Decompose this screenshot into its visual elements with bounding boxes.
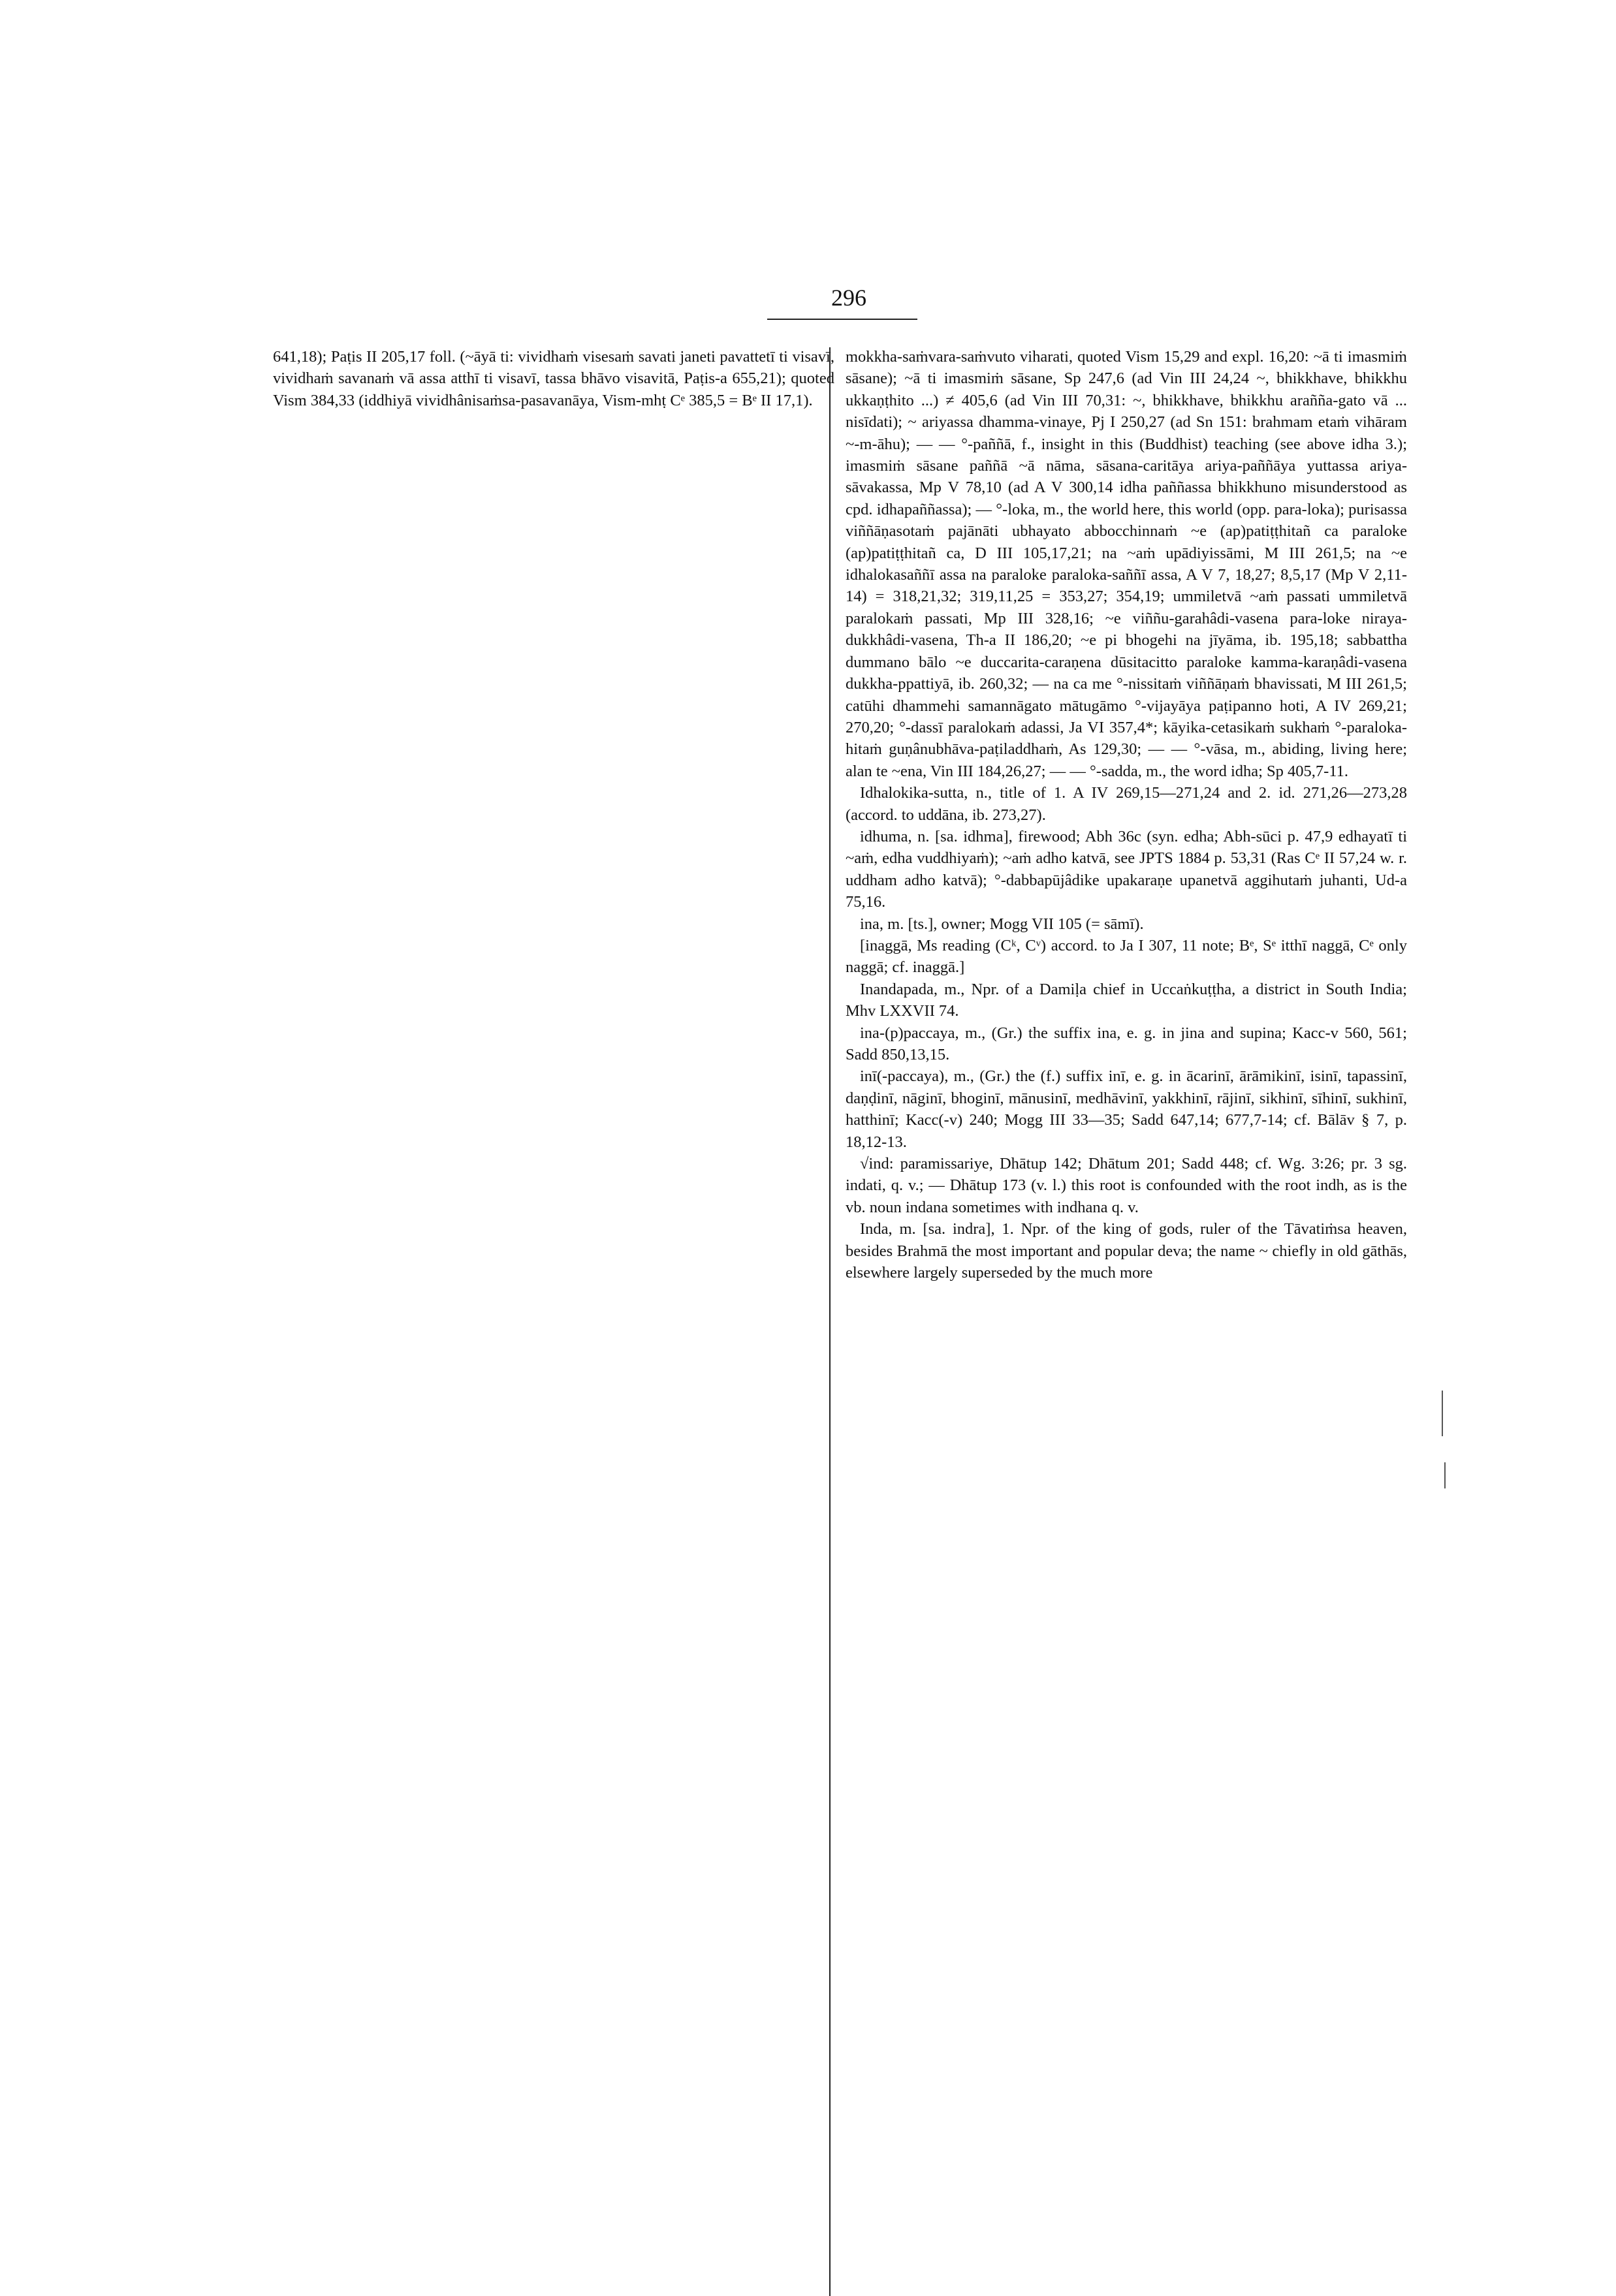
dictionary-entry: √ind: paramissariye, Dhātup 142; Dhātum 201; Sadd 448; cf. Wg. 3:26; pr. 3 sg. indati, q. v.; — Dhātup 173 (v. l.) this root is confounded with the root indh, as is the vb. noun indana sometimes with indhana q. v. xyxy=(846,1155,1407,1216)
column-divider xyxy=(829,347,831,2296)
dictionary-entry: Inandapada, m., Npr. of a Damiḷa chief in Uccaṅkuṭṭha, a district in South India; Mhv LXXVII 74. xyxy=(846,980,1407,1020)
dictionary-entry: ina-(p)paccaya, m., (Gr.) the suffix ina, e. g. in jina and supina; Kacc-v 560, 561; Sadd 850,13,15. xyxy=(846,1024,1407,1063)
dictionary-entry: inī(-paccaya), m., (Gr.) the (f.) suffix inī, e. g. in ācarinī, ārāmikinī, isinī, tapassinī, daṇḍinī, nāginī, bhoginī, mānusinī, medhāvinī, yakkhinī, rājinī, sikhinī, sīhinī, sukhinī, hatthinī; Kacc(-v) 240; Mogg III 33—35; Sadd 647,14; 677,7-14; cf. Bālāv § 7, p. 18,12-13. xyxy=(846,1067,1407,1151)
left-column xyxy=(273,346,834,411)
page-number: 296 xyxy=(831,285,866,311)
dictionary-entry: idhuma, n. [sa. idhma], firewood; Abh 36c (syn. edha; Abh-sūci p. 47,9 edhayatī ti ~aṁ, edha vuddhiyaṁ); ~aṁ adho katvā, see JPTS 1884 p. 53,31 (Ras Cᵉ II 57,24 w. r. uddham adho katvā); °-dabbapūjâdike upakaraṇe upanetvā aggihutaṁ juhanti, Ud-a 75,16. xyxy=(846,827,1407,911)
dictionary-entry: ina, m. [ts.], owner; Mogg VII 105 (= sāmī). xyxy=(860,915,1144,933)
dictionary-entry: 641,18); Paṭis II 205,17 foll. (~āyā ti: vividhaṁ visesaṁ savati janeti pavattetī ti visavī, vividhaṁ savanaṁ vā assa atthī ti visavī, tassa bhāvo visavitā, Paṭis-a 655,21); quoted Vism 384,33 (iddhiyā vividhânisaṁsa-pasavanāya, Vism-mhṭ Cᵉ 385,5 = Bᵉ II 17,1). xyxy=(273,348,834,409)
dictionary-entry: [inaggā, Ms reading (Cᵏ, Cᵛ) accord. to Ja I 307, 11 note; Bᵉ, Sᵉ itthī naggā, Cᵉ only naggā; cf. inaggā.] xyxy=(846,936,1407,977)
dictionary-entry: Inda, m. [sa. indra], 1. Npr. of the king of gods, ruler of the Tāvatiṁsa heaven, besides Brahmā the most important and popular deva; the name ~ chiefly in old gāthās, elsewhere largely superseded by the much more xyxy=(846,1220,1407,1282)
margin-mark xyxy=(1444,1462,1446,1488)
dictionary-entry: mokkha-saṁvara-saṁvuto viharati, quoted Vism 15,29 and expl. 16,20: ~ā ti imasmiṁ sāsane); ~ā ti imasmiṁ sāsane, Sp 247,6 (ad Vin III 24,24 ~, bhikkhave, bhikkhu ukkaṇṭhito ...) ≠ 405,6 (ad Vin III 70,31: ~, bhikkhave, bhikkhu arañña-gato vā ... nisīdati); ~ ariyassa dhamma-vinaye, Pj I 250,27 (ad Sn 151: brahmam etaṁ vihāram ~-m-āhu); — — °-paññā, f., insight in this (Buddhist) teaching (see above idha 3.); imasmiṁ sāsane paññā ~ā nāma, sāsana-caritāya ariya-paññāya yuttassa ariya-sāvakassa, Mp V 78,10 (ad A V 300,14 idha paññassa bhikkhuno misunderstood as cpd. idhapaññassa); — °-loka, m., the world here, this world (opp. para-loka); purisassa viññāṇasotaṁ pajānāti ubhayato abbocchinnaṁ ~e (ap)patiṭṭhitañ ca paraloke (ap)patiṭṭhitañ ca, D III 105,17,21; na ~aṁ upādiyissāmi, M III 261,5; na ~e idhalokasaññī assa na paraloke paraloka-saññī assa, A V 7, 18,27; 8,5,17 (Mp V 2,11-14) = 318,21,32; 319,11,25 = 353,27; 354,19; ummiletvā ~aṁ passati ummiletvā paralokaṁ passati, Mp III 328,16; ~e viññu-garahâdi-vasena para-loke niraya-dukkhâdi-vasena, Th-a II 186,20; ~e pi bhogehi na jīyāma, ib. 195,18; sabbattha dummano bālo ~e duccarita-caraṇena dūsitacitto paraloke kamma-karaṇâdi-vasena dukkha-ppattiyā, ib. 260,32; — na ca me °-nissitaṁ viññāṇaṁ bhavissati, M III 261,5; catūhi dhammehi samannāgato mātugāmo °-vijayāya paṭipanno hoti, A IV 269,21; 270,20; °-dassī paralokaṁ adassi, Ja VI 357,4*; kāyika-cetasikaṁ sukhaṁ °-paraloka-hitaṁ guṇânubhāva-paṭiladdhaṁ, As 129,30; — — °-vāsa, m., abiding, living here; alan te ~ena, Vin III 184,26,27; — — °-sadda, m., the word idha; Sp 405,7-11. xyxy=(846,348,1407,780)
margin-mark xyxy=(1442,1391,1443,1436)
header-rule xyxy=(767,319,917,320)
dictionary-entry: Idhalokika-sutta, n., title of 1. A IV 269,15—271,24 and 2. id. 271,26—273,28 (accord. to uddāna, ib. 273,27). xyxy=(846,784,1407,824)
right-column xyxy=(846,346,1407,1283)
